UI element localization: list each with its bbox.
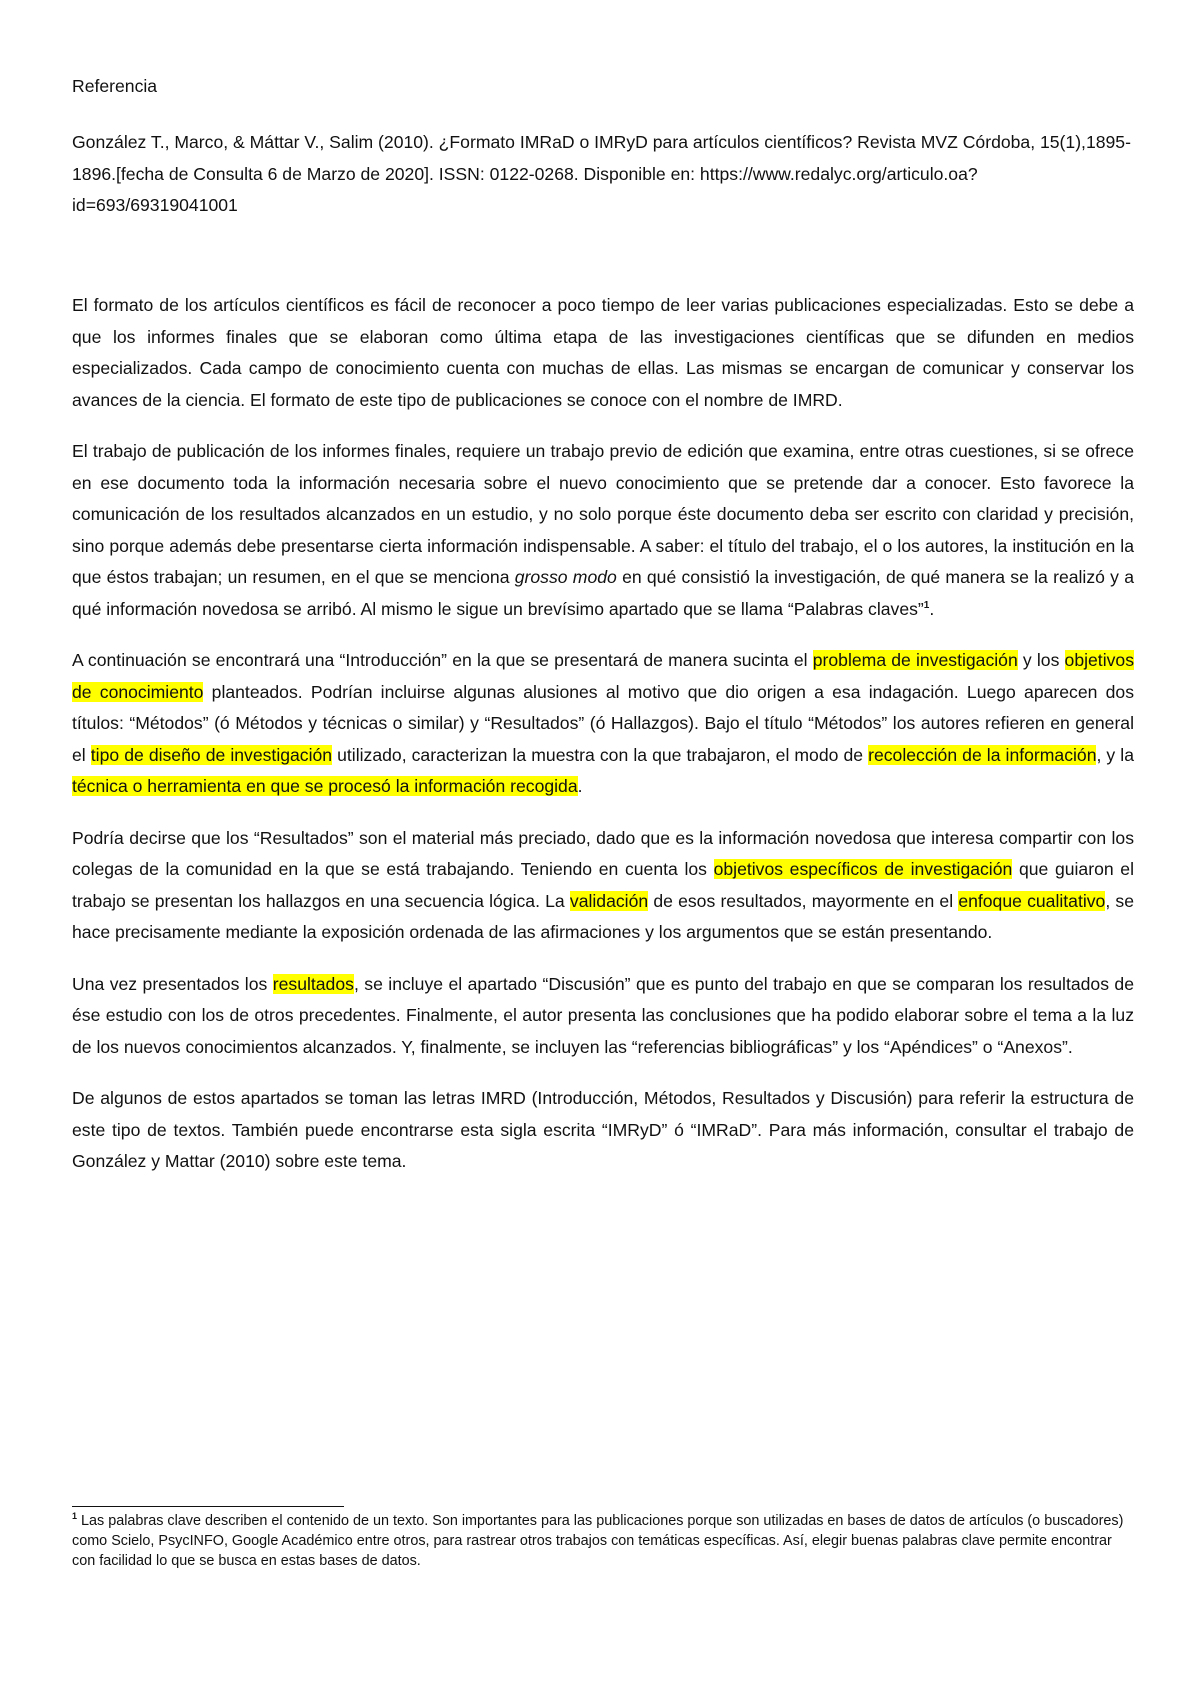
text-run: , se incluye el apartado “Discusión” que es punto del trabajo en que se comparan los resultados de ése estudio con los de otros precedentes. Finalmente, el autor presenta las conclusiones que ha podido elaborar sobre el tema a la luz de los nuevos conocimientos alcanzados. Y, finalmente, se incluyen las “referencias bibliográficas” y los “Apéndices” o “Anexos”. <box>72 973 1135 1057</box>
text-run: y los <box>1017 650 1065 670</box>
footnote-marker: 1 <box>923 599 930 611</box>
footnote <box>72 1511 1134 1571</box>
text-run: Podría decirse que los “Resultados” son el material más preciado, dado que es la información novedosa que interesa compartir con los colegas de la comunidad en la que se está trabajando. Teniendo en cuenta los <box>72 827 1134 879</box>
paragraph-imrd-summary <box>72 1083 1134 1178</box>
highlighted-phrase: validación <box>569 890 649 911</box>
text-run: Las palabras clave describen el contenido de un texto. Son importantes para las publicaciones porque son utilizadas en bases de datos de artículos (o buscadores) como Scielo, PsycINFO, Google Académico entre otros, para rastrear otros trabajos con temáticas específicas. Así, elegir buenas palabras clave permite encontrar con facilidad lo que se busca en estas bases de datos. <box>72 1513 1124 1569</box>
paragraph-discussion <box>72 969 1134 1064</box>
highlighted-phrase: técnica o herramienta en que se procesó la información recogida <box>72 776 578 796</box>
reference-heading: Referencia <box>72 76 158 96</box>
text-run: El trabajo de publicación de los informes finales, requiere un trabajo previo de edición que examina, entre otras cuestiones, si se ofrece en ese documento toda la información necesaria sobre el nuevo conocimiento que se pretende dar a conocer. Esto favorece la comunicación de los resultados alcanzados en un estudio, y no solo porque éste documento deba ser escrito con claridad y precisión, sino porque además debe presentarse cierta información indispensable. A saber: el título del trabajo, el o los autores, la institución en la que éstos trabajan; un resumen, en el que se menciona <box>72 441 1134 587</box>
footnote-text <box>72 1511 1134 1571</box>
citation-text <box>72 127 1134 222</box>
italic-phrase: grosso modo <box>514 567 617 587</box>
text-run: . <box>929 598 935 619</box>
footnote-marker: 1 <box>72 1511 78 1522</box>
text-run: , y la <box>1096 744 1134 765</box>
text-run: planteados. Podrían incluirse algunas alusiones al motivo que dio origen a esa indagación. Luego aparecen dos títulos: “Métodos” (ó Métodos y técnicas o similar) y “Resultados” (ó Hallazgos). Bajo el título “Métodos” los autores refieren en general el <box>72 681 1134 765</box>
reference-citation <box>72 127 1134 222</box>
highlighted-phrase: problema de investigación <box>812 650 1018 670</box>
text-run: A continuación se encontrará una “Introducción” en la que se presentará de manera sucinta el <box>72 650 813 670</box>
text-run: Una vez presentados los <box>72 973 273 994</box>
highlighted-phrase: enfoque cualitativo <box>958 890 1106 911</box>
highlighted-phrase: objetivos de conocimiento <box>72 650 1134 702</box>
paragraph-publication-work <box>72 436 1134 625</box>
text-run: que guiaron el trabajo se presentan los hallazgos en una secuencia lógica. La <box>72 859 1134 911</box>
highlighted-phrase: resultados <box>272 973 354 994</box>
paragraph-introduction-methods <box>72 645 1134 803</box>
text-run: . <box>577 776 583 796</box>
paragraph-results <box>72 823 1134 949</box>
text-run: en qué consistió la investigación, de qué manera se la realizó y a qué información novedosa se arribó. Al mismo le sigue un brevísimo apartado que se llama “Palabras claves” <box>72 567 1134 619</box>
text-run: De algunos de estos apartados se toman las letras IMRD (Introducción, Métodos, Resultados y Discusión) para referir la estructura de este tipo de textos. También puede encontrarse esta sigla escrita “IMRyD” ó “IMRaD”. Para más información, consultar el trabajo de González y Mattar (2010) sobre este tema. <box>72 1088 1134 1171</box>
text-run: El formato de los artículos científicos es fácil de reconocer a poco tiempo de leer varias publicaciones especializadas. Esto se debe a que los informes finales que se elaboran como última etapa de las investigaciones científicas que se difunden en medios especializados. Cada campo de conocimiento cuenta con muchas de ellas. Las mismas se encargan de comunicar y conservar los avances de la ciencia. El formato de este tipo de publicaciones se conoce con el nombre de IMRD. <box>72 295 1134 410</box>
paragraph-intro-format <box>72 290 1134 416</box>
text-run: , se hace precisamente mediante la exposición ordenada de las afirmaciones y los argumentos que se están presentando. <box>72 890 1135 942</box>
text-run: utilizado, caracterizan la muestra con la que trabajaron, el modo de <box>332 744 869 765</box>
footnote-separator <box>72 1506 344 1507</box>
text-run: de esos resultados, mayormente en el <box>648 890 959 911</box>
highlighted-phrase: recolección de la información <box>868 744 1097 765</box>
highlighted-phrase: objetivos específicos de investigación <box>713 859 1013 879</box>
highlighted-phrase: tipo de diseño de investigación <box>90 744 333 765</box>
body-content <box>72 290 1134 1198</box>
text-run: González T., Marco, & Máttar V., Salim (2010). ¿Formato IMRaD o IMRyD para artículos científicos? Revista MVZ Córdoba, 15(1),1895-1896.[fecha de Consulta 6 de Marzo de 2020]. ISSN: 0122-0268. Disponible en: https://www.redalyc.org/articulo.oa?id=693/69319041001 <box>72 132 1131 215</box>
